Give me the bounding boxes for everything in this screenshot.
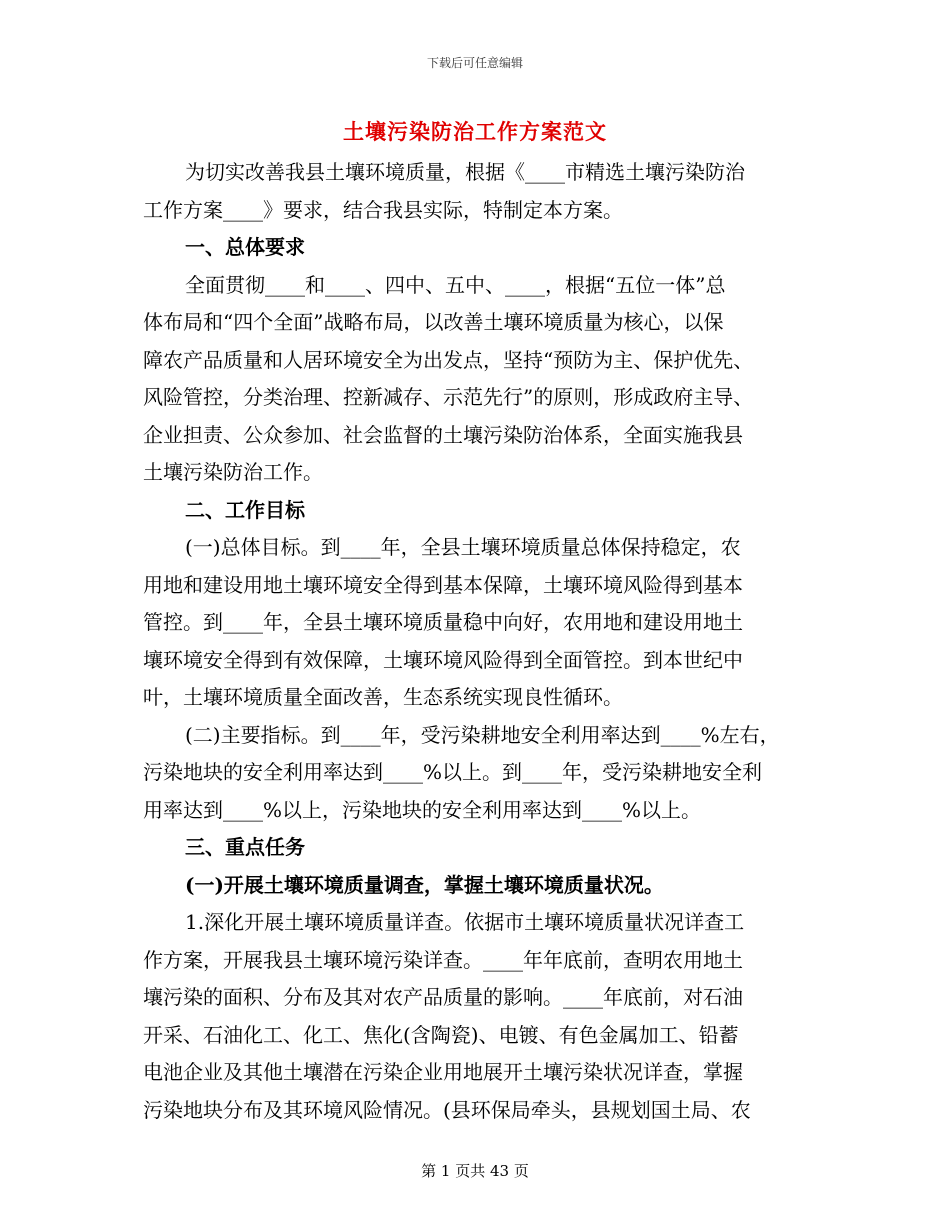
section-heading: 一、总体要求 [185, 235, 305, 259]
paragraph-line: 体布局和“四个全面”战略布局，以改善土壤环境质量为核心，以保 [143, 310, 724, 334]
paragraph-line: 开采、石油化工、化工、焦化(含陶瓷)、电镀、有色金属加工、铅蓄 [143, 1022, 739, 1047]
paragraph-line: 用地和建设用地土壤环境安全得到基本保障，土壤环境风险得到基本 [143, 572, 743, 597]
section-heading: 二、工作目标 [185, 497, 305, 522]
subsection-heading: (一)开展土壤环境质量调查，掌握土壤环境质量状况。 [185, 872, 664, 897]
page-number-footer: 第 1 页共 43 页 [421, 1162, 529, 1180]
document-body [143, 154, 805, 1129]
paragraph-line: 工作方案____》要求，结合我县实际，特制定本方案。 [143, 197, 623, 222]
paragraph-line: 障农产品质量和人居环境安全为出发点，坚持“预防为主、保护优先、 [143, 347, 754, 372]
paragraph-line: 企业担责、公众参加、社会监督的土壤污染防治体系，全面实施我县 [143, 422, 743, 447]
paragraph-line: (二)主要指标。到____年，受污染耕地安全利用率达到____%左右， [185, 722, 780, 747]
page-header: 下载后可任意编辑 [426, 56, 523, 70]
paragraph-line: 叶，土壤环境质量全面改善，生态系统实现良性循环。 [143, 685, 623, 709]
paragraph-line: 风险管控，分类治理、控新减存、示范先行”的原则，形成政府主导、 [143, 385, 754, 409]
section-heading: 三、重点任务 [185, 835, 305, 859]
document-title: 土壤污染防治工作方案范文 [343, 119, 607, 144]
paragraph-line: 土壤污染防治工作。 [143, 460, 323, 484]
paragraph-line: 管控。到____年，全县土壤环境质量稳中向好，农用地和建设用地土 [143, 610, 743, 634]
paragraph-line: 电池企业及其他土壤潜在污染企业用地展开土壤污染状况详查，掌握 [143, 1060, 743, 1084]
paragraph-line: 污染地块的安全利用率达到____%以上。到____年，受污染耕地安全利 [143, 760, 763, 784]
paragraph-line: 污染地块分布及其环境风险情况。(县环保局牵头，县规划国土局、农 [143, 1097, 751, 1122]
paragraph-line: 用率达到____%以上，污染地块的安全利用率达到____%以上。 [143, 797, 702, 822]
paragraph-line: 壤污染的面积、分布及其对农产品质量的影响。____年底前，对石油 [143, 985, 743, 1009]
paragraph-line: 1.深化开展土壤环境质量详查。依据市土壤环境质量状况详查工 [185, 910, 745, 934]
paragraph-line: 为切实改善我县土壤环境质量，根据《____市精选土壤污染防治 [185, 160, 745, 184]
paragraph-line: 全面贯彻____和____、四中、五中、____，根据“五位一体”总 [185, 272, 726, 297]
paragraph-line: 作方案，开展我县土壤环境污染详查。____年年底前，查明农用地土 [143, 947, 743, 972]
paragraph-line: (一)总体目标。到____年，全县土壤环境质量总体保持稳定，农 [185, 535, 741, 559]
paragraph-line: 壤环境安全得到有效保障，土壤环境风险得到全面管控。到本世纪中 [143, 647, 743, 672]
